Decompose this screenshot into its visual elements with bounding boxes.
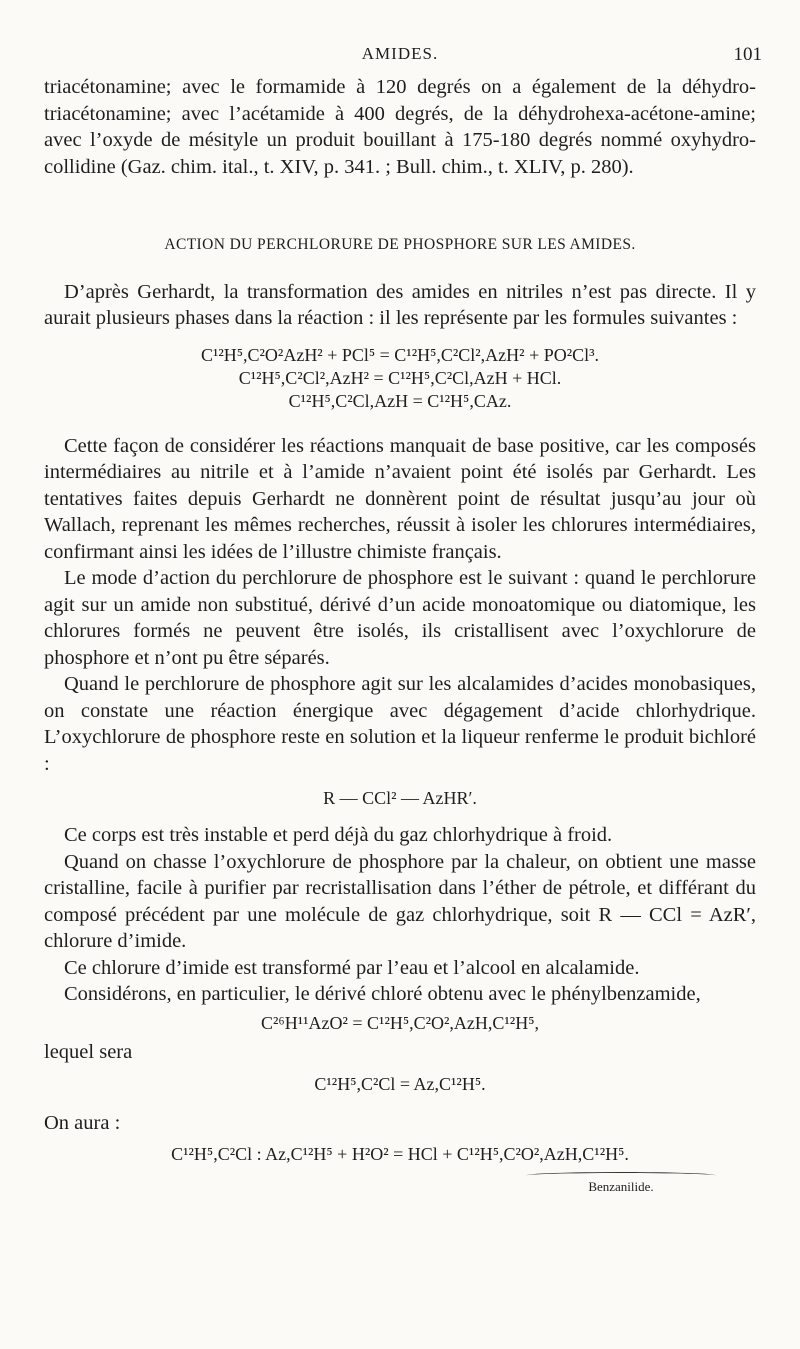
paragraph-mode: Le mode d’action du perchlorure de phosphore est le suivant : quand le perchlorure agit sur un amide non substitué, dérivé d’un acide monoatomique ou diatomique, les chlorures formés ne peuvent être isolés, ils cristallisent avec l’oxychlorure de phosphore et n’ont pu être séparés. [44,567,756,669]
formula-bichlore: R — CCl² — AzHR′. [323,788,477,808]
underbrace [526,1172,716,1195]
page-body [44,74,756,1198]
label-lequel: lequel sera [44,1040,133,1063]
brace-block [44,1172,756,1199]
intro-paragraph: triacétonamine; avec le formamide à 120 degrés on a également de la déhydro-triacétonamine; avec l’acétamide à 400 degrés, de la déhydrohexa-acétone-amine; avec l’oxyde de mésityle un produit bouillant à 175-180 degrés nommé oxyhydro-collidine (Gaz. chim. ital., t. XIV, p. 341. ; Bull. chim., t. XLIV, p. 280). [44,76,756,178]
formula-lequel: C¹²H⁵,C²Cl = Az,C¹²H⁵. [314,1074,486,1094]
page-number: 101 [733,44,762,65]
section-heading: ACTION DU PERCHLORURE DE PHOSPHORE SUR LES AMIDES. [164,236,636,253]
formula-gerhardt-2: C¹²H⁵,C²Cl²,AzH² = C¹²H⁵,C²Cl,AzH + HCl. [238,367,562,388]
paragraph-gerhardt: D’après Gerhardt, la transformation des amides en nitriles n’est pas directe. Il y aurait plusieurs phases dans la réaction : il les représente par les formules suivantes : [44,280,756,329]
label-on-aura: On aura : [44,1112,121,1134]
paragraph-instable: Ce corps est très instable et perd déjà du gaz chlorhydrique à froid. [64,824,613,846]
formula-phenylbenzamide: C²⁶H¹¹AzO² = C¹²H⁵,C²O²,AzH,C¹²H⁵, [261,1012,539,1033]
formula-gerhardt-1: C¹²H⁵,C²O²AzH² + PCl⁵ = C¹²H⁵,C²Cl²,AzH² + PO²Cl³. [200,344,600,365]
paragraph-chaleur: Quand on chasse l’oxychlorure de phosphore par la chaleur, on obtient une masse cristalline, facile à purifier par recristallisation dans l’éther de pétrole, et différant du composé précédent par une molécule de gaz chlorhydrique, soit R — CCl = AzR′, chlorure d’imide. [44,850,756,952]
formula-group-gerhardt [44,344,756,413]
brace-label: Benzanilide. [588,1178,654,1194]
paragraph-alcalamides: Quand le perchlorure de phosphore agit sur les alcalamides d’acides monobasiques, on constate une réaction énergique avec dégagement d’acide chlorhydrique. L’oxychlorure de phosphore reste en solution et la liqueur renferme le produit bichloré : [44,673,756,775]
page-header [0,44,800,72]
running-title: AMIDES. [361,44,439,63]
formula-final: C¹²H⁵,C²Cl : Az,C¹²H⁵ + H²O² = HCl + C¹²H⁵,C²O²,AzH,C¹²H⁵. [171,1143,629,1164]
formula-gerhardt-3: C¹²H⁵,C²Cl,AzH = C¹²H⁵,CAz. [288,390,512,411]
paragraph-transforme: Ce chlorure d’imide est transformé par l’eau et l’alcool en alcalamide. [64,956,640,979]
paragraph-wallach: Cette façon de considérer les réactions manquait de base positive, car les composés intermédiaires au nitrile et à l’amide n’avaient point été isolés par Gerhardt. Les tentatives faites depuis Gerhardt ne donnèrent point de résultat jusqu’au jour où Wallach, reprenant les mêmes recherches, réussit à isoler les chlorures intermédiaires, confirmant ainsi les idées de l’illustre chimiste français. [44,434,756,563]
paragraph-considerons: Considérons, en particulier, le dérivé chloré obtenu avec le phénylbenzamide, [64,983,701,1005]
brace-line [526,1172,716,1179]
